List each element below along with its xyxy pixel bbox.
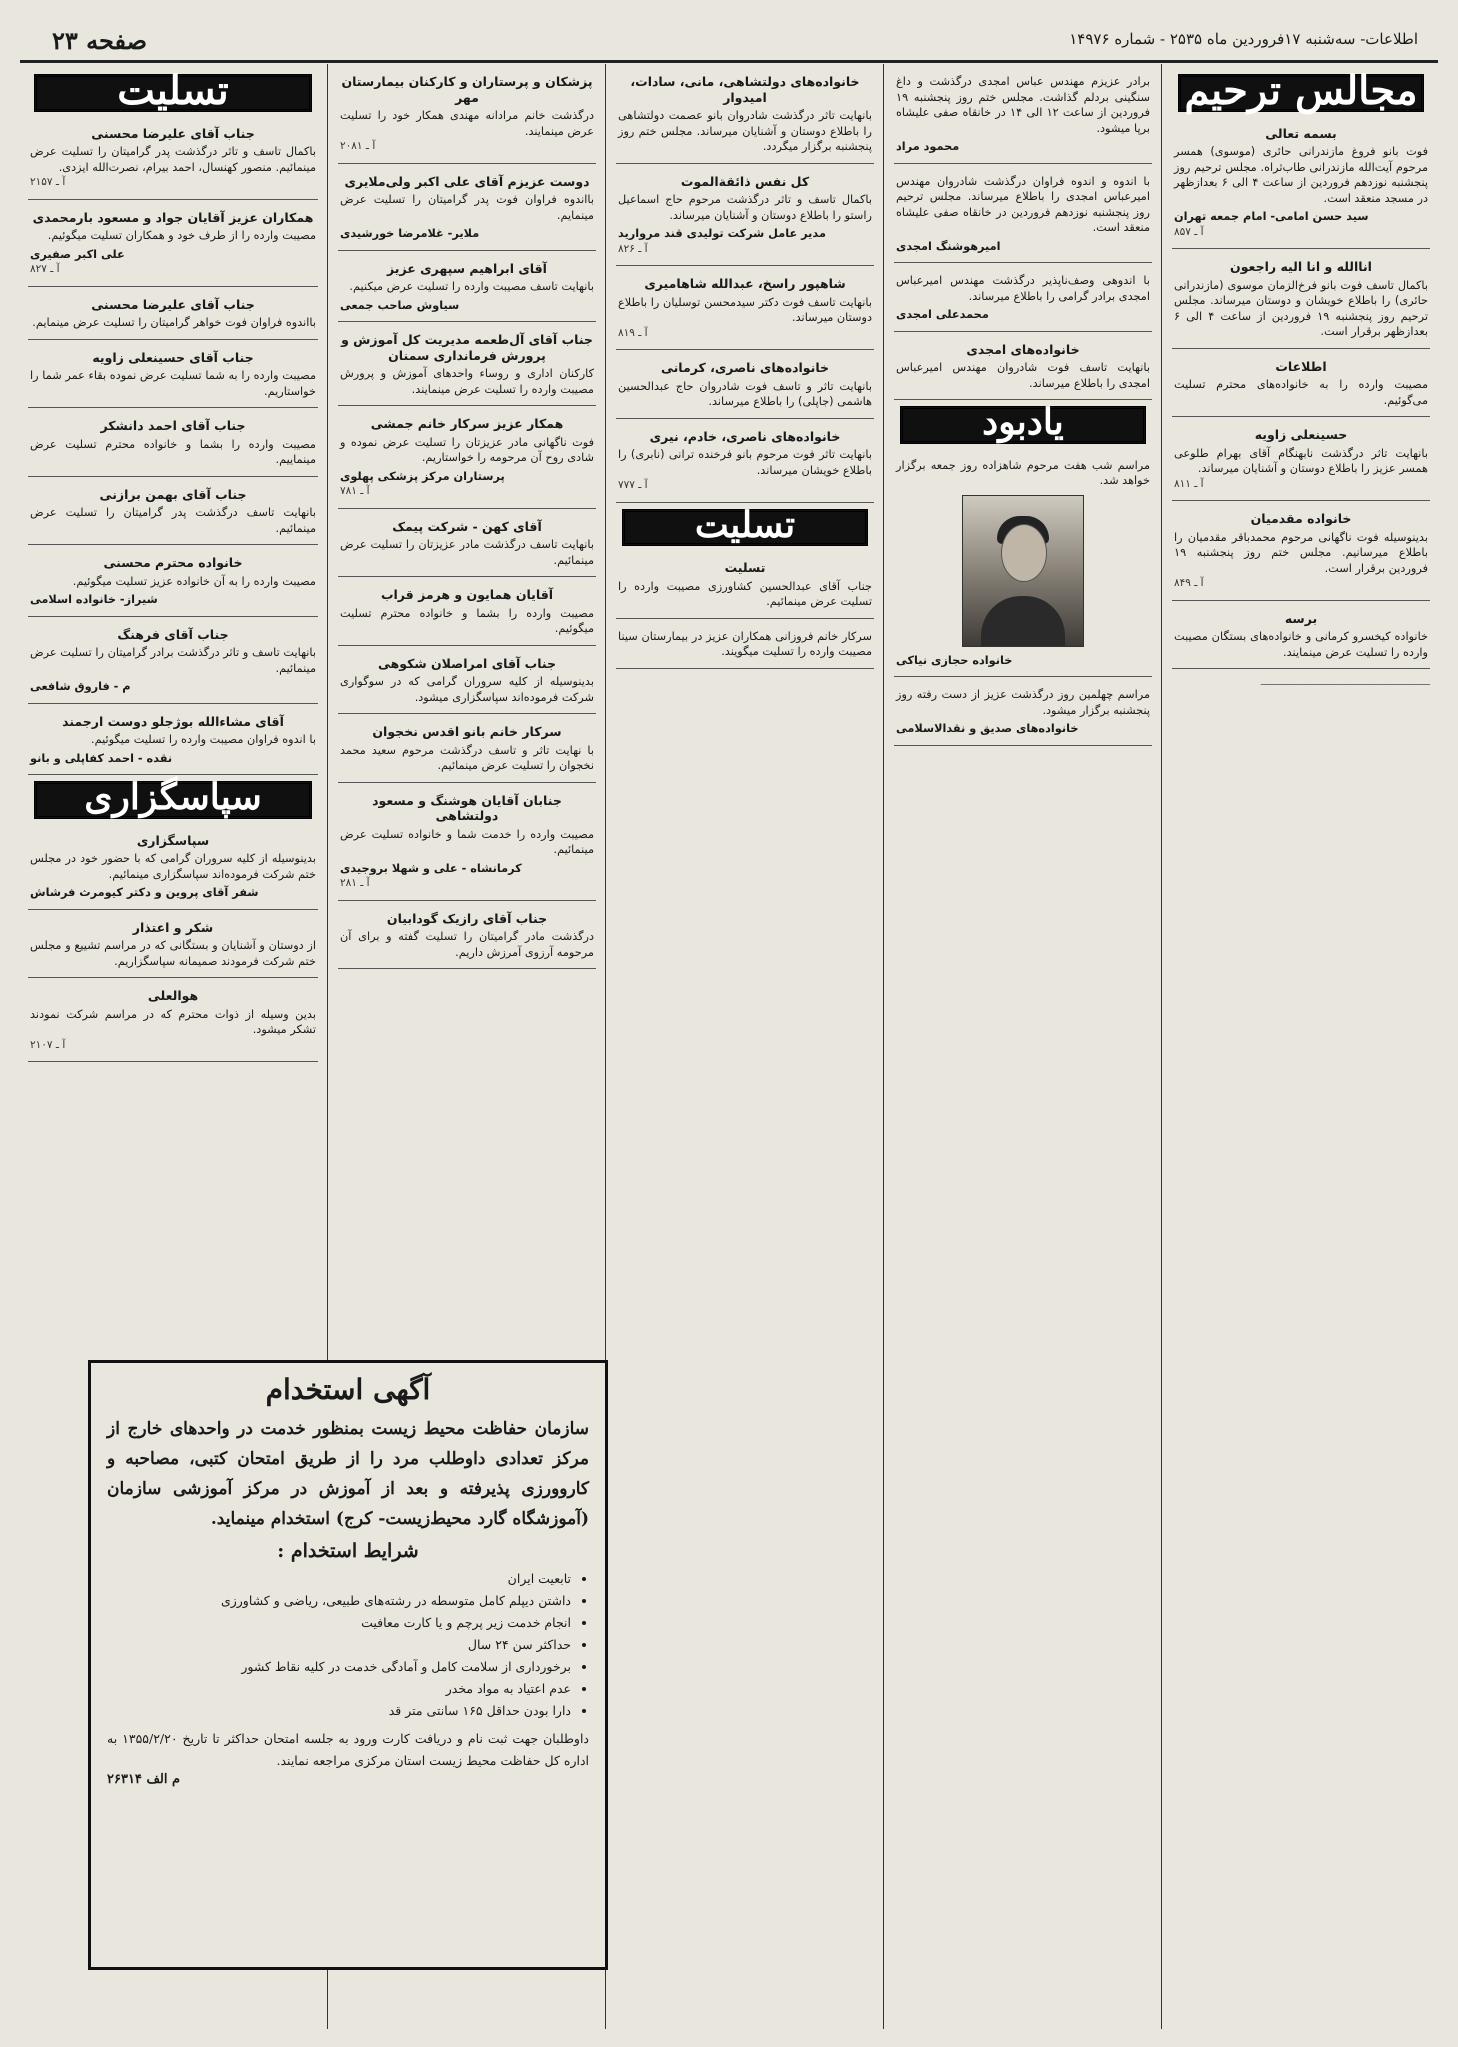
notice-body: بانهایت تاثر درگذشت نابهنگام آقای بهرام طلوعی همسر عزیز را باطلاع دوستان و آشنایان میرساند. [1174, 446, 1428, 475]
notice-signature: علی اکبر صفیری [30, 247, 125, 261]
notice-body: سرکار خانم فروزانی همکاران عزیز در بیمارستان سینا مصیبت وارده را تسلیت میگویند. [618, 629, 872, 658]
notice-title: آقای ابراهیم سپهری عزیز [387, 260, 547, 276]
notice [28, 829, 318, 910]
notice [28, 293, 318, 340]
notice-signature: کرمانشاه - علی و شهلا بروجیدی [340, 861, 522, 875]
header-rule [20, 60, 1438, 63]
notice-title: پزشکان و پرستاران و کارکنان بیمارستان مهر [341, 74, 593, 105]
notice-body: با نهایت تاثر و تاسف درگذشت مرحوم سعید محمد نخجوان را تسلیت عرض مینمائیم. [340, 743, 594, 772]
notice-body: مصیبت وارده را از طرف خود و همکاران تسلیت میگوئیم. [47, 229, 316, 242]
notice [1172, 607, 1430, 670]
notice-body: بانهایت تاسف و تاثر درگذشت برادر گرامیتان را تسلیت عرض مینمائیم. [30, 646, 316, 675]
notice-body: بانهایت تاسف مصیبت وارده را تسلیت عرض میکنیم. [349, 280, 594, 293]
notice [28, 916, 318, 979]
notice-title: جناب آقای فرهنگ [117, 626, 229, 642]
notice [338, 170, 596, 251]
notice-code: آ ـ ۷۷۷ [618, 479, 648, 491]
notice-body: مصیبت وارده را به شما تسلیت عرض نموده بقاء عمر شما را خواستاریم. [30, 369, 316, 398]
notice-title: خانواده محترم محسنی [103, 555, 243, 570]
ad-condition: • عدم اعتیاد به مواد مخدر [107, 1678, 571, 1700]
notice [338, 412, 596, 509]
ad-title: آگهی استخدام [265, 1373, 431, 1406]
notice [28, 346, 318, 409]
notice-title: شاهپور راسخ، عبدالله شاهامیری [644, 276, 846, 291]
filler-text: ـــــــــــــــــــــــــــــــــــــــــــــــــــــــ [1260, 676, 1430, 688]
notice-title: جناب آقای حسینعلی زاویه [92, 349, 254, 365]
notice-code: آ ـ ۲۰۸۱ [340, 140, 376, 152]
column-2 [886, 64, 1160, 2029]
notice-body: مصیبت وارده را بشما و خانواده محترم تسلیت میگوئیم. [340, 606, 594, 635]
notice [616, 170, 874, 267]
notice-body: مراسم چهلمین روز درگذشت عزیز از دست رفته روز پنجشنبه برگزار میشود. [896, 688, 1150, 717]
notice-title: سرکار خانم بانو اقدس نخجوان [372, 724, 562, 739]
ad-condition: • داشتن دیپلم کامل متوسطه در رشته‌های طبیعی، ریاضی و کشاورزی [107, 1590, 571, 1612]
notice-title: تسلیت [724, 560, 766, 575]
notice-title: حسینعلی زاویه [1254, 427, 1348, 442]
notice [1172, 255, 1430, 349]
notice-body: بااندوه فراوان فوت پدر گرامیتان را تسلیت عرض مینمایم. [340, 193, 594, 222]
notice-code: آ ـ ۸۱۱ [1174, 477, 1204, 490]
notice [28, 122, 318, 200]
notice-body: درگذشت مادر گرامیتان را تسلیت گفته و برای آن مرحومه آرزوی آمرزش داریم. [340, 930, 594, 959]
notice [338, 70, 596, 164]
notice [28, 623, 318, 704]
section-banner-sepasgozari: سپاسگزاری [34, 781, 312, 819]
notice-code: آ ـ ۲۱۰۷ [30, 1038, 66, 1051]
notice-code: آ ـ ۲۱۵۷ [30, 176, 66, 188]
notice-body: فوت ناگهانی مادر عزیزتان را تسلیت عرض نموده و شادی روح آن مرحومه را خواستاریم. [340, 435, 594, 464]
notice-body: برادر عزیزم مهندس عباس امجدی درگذشت و داغ سنگینی بردلم گذاشت. مجلس ختم روز پنجشنبه ۱۹ فروردین از ساعت ۱۲ الی ۱۴ در خانقاه صفی علیشاه برپا میشود. [896, 75, 1150, 135]
notice [338, 720, 596, 783]
notice [338, 328, 596, 406]
notice-title: خانواده‌های ناصری، خادم، نیری [649, 428, 841, 444]
notice [28, 483, 318, 546]
notice-code: آ ـ ۷۸۱ [340, 485, 370, 497]
notice-body: مراسم شب هفت مرحوم شاهزاده روز جمعه برگزار خواهد شد. [896, 458, 1150, 487]
notice-title: اطلاعات [1275, 358, 1327, 374]
notice [616, 425, 874, 503]
notice-body: بدین وسیله از ذوات محترم که در مراسم شرکت نمودند تشکر میشود. [30, 1007, 316, 1036]
column-divider [883, 64, 884, 2029]
notice-signature: مدیر عامل شرکت تولیدی قند مروارید [618, 227, 826, 240]
page-number: صفحه ۲۳ [52, 26, 148, 55]
photo-face [1001, 524, 1047, 582]
notice [1172, 507, 1430, 601]
notice-body: مصیبت وارده را بشما و خانواده محترم تسلیت عرض مینماییم. [30, 437, 316, 466]
section-banner-majales: مجالس ترحیم [1178, 74, 1424, 112]
notice-signature: ملایر- غلامرضا خورشیدی [340, 227, 480, 240]
section-banner-tasliat-2: تسلیت [622, 509, 868, 547]
notice-title: کل نفس ذائقةالموت [680, 173, 810, 189]
photo-caption: خانواده حجازی نیاکی [896, 653, 1013, 667]
notice-title: آقایان همایون و هرمز قراب [380, 587, 554, 602]
notice [338, 652, 596, 715]
notice-title: دوست عزیزم آقای علی اکبر ولی‌ملایری [344, 173, 590, 189]
notice-title: شکر و اعتذار [132, 919, 214, 935]
notice-title: جناب آقای امراصلان شکوهی [377, 655, 557, 671]
notice-code: آ ـ ۸۴۹ [1174, 577, 1204, 589]
notice-title: جناب آقای علیرضا محسنی [91, 296, 255, 312]
notice [338, 789, 596, 901]
notice-body: مصیبت وارده را به خانواده‌های محترم تسلیت می‌گوئیم. [1174, 378, 1428, 407]
notice-title: خانواده‌های دولتشاهی، مانی، سادات، امیدوار [630, 74, 860, 105]
notice-body: بانهایت تاسف درگذشت مادر عزیزتان را تسلیت عرض مینمائیم. [340, 538, 594, 567]
notice-signature: امیرهوشنگ امجدی [896, 239, 1001, 253]
notice-code: آ ـ ۲۸۱ [340, 877, 370, 889]
notice-body: درگذشت خانم مرادانه مهندی همکار خود را تسلیت عرض مینمایند. [340, 109, 594, 138]
notice-title: همکاران عزیز آقایان جواد و مسعود بارمحمدی [32, 209, 314, 225]
notice [616, 70, 874, 164]
notice-signature: محمدعلی امجدی [896, 308, 989, 321]
notice-body: جناب آقای عبدالحسین کشاورزی مصیبت وارده را تسلیت عرض مینمائیم. [618, 579, 872, 608]
notice [28, 984, 318, 1062]
notice [28, 414, 318, 477]
notice-title: برسه [1284, 610, 1318, 626]
ad-condition: • انجام خدمت زیر پرچم و یا کارت معافیت [107, 1612, 571, 1634]
notice-signature: شفر آقای پروین و دکتر کیومرث فرشاش [30, 886, 259, 899]
notice-title: جناب آقای بهمن برازنی [99, 486, 247, 502]
notice [894, 338, 1152, 401]
notice-signature: خانواده‌های صدیق و نقدالاسلامی [896, 722, 1079, 735]
portrait-photo [962, 495, 1084, 647]
notice [1172, 355, 1430, 418]
notice-signature: شیراز- خانواده اسلامی [30, 593, 158, 606]
notice-title: جناب آقای رازیک گودابیان [386, 910, 548, 926]
ad-condition: • دارا بودن حداقل ۱۶۵ سانتی متر قد [107, 1700, 571, 1722]
notice [28, 206, 318, 287]
notice-code: آ ـ ۸۲۶ [618, 242, 648, 255]
notice-body: از دوستان و آشنایان و بستگانی که در مراسم تشییع و مجلس ختم شرکت فرمودند صمیمانه سپاسگزاریم. [30, 939, 316, 968]
notice-body: فوت بانو فروغ مازندرانی حائری (موسوی) همسر مرحوم آیت‌الله مازندرانی طاب‌ثراه. مجلس ترحیم روز پنجشنبه نوزدهم فروردین از ساعت ۴ الی ۶ بعدازظهر در مسجد منعقد است. [1174, 145, 1428, 205]
photo-body [981, 596, 1065, 646]
notice-title: خانواده مقدمیان [1250, 511, 1352, 526]
notice [616, 625, 874, 669]
notice-title: آقای مشاءالله بوژجلو دوست ارجمند [62, 713, 284, 729]
ad-code: م الف ۲۶۳۱۴ [107, 1772, 181, 1787]
notice-body: مصیبت وارده را خدمت شما و خانواده تسلیت عرض مینمائیم. [340, 827, 594, 856]
notice-body: مصیبت وارده را به آن خانواده عزیز تسلیت میگوئیم. [72, 574, 316, 588]
ad-condition: • حداکثر سن ۲۴ سال [107, 1634, 571, 1656]
ad-conditions-list [107, 1568, 589, 1722]
notice [894, 70, 1152, 164]
notice-title: جناب آقای آل‌طعمه مدیریت کل آموزش و پرورش فرمانداری سمنان [341, 332, 593, 363]
notice-code: آ ـ ۸۵۷ [1174, 225, 1204, 238]
notice-code: آ ـ ۸۱۹ [618, 326, 648, 339]
notice-title: جنابان آقایان هوشنگ و مسعود دولتشاهی [372, 792, 562, 823]
notice-body: با اندوه و اندوه فراوان درگذشت شادروان مهندس امیرعباس امجدی را باطلاع میرساند. مجلس ترحیم روز پنجشنبه نوزدهم فروردین در خانقاه صفی علیشاه منعقد است. [896, 174, 1150, 234]
notice-body: بدینوسیله فوت ناگهانی مرحوم محمدباقر مقدمیان را باطلاع میرسانیم. مجلس ختم روز پنجشنبه ۱۹ فروردین برقرار است. [1174, 530, 1428, 575]
notice-signature: محمود مراد [896, 140, 960, 153]
column-3 [608, 64, 882, 2029]
column-1 [1164, 64, 1438, 2029]
ad-condition: • تابعیت ایران [107, 1568, 571, 1590]
ad-condition: • برخورداری از سلامت کامل و آمادگی خدمت در کلیه نقاط کشور [107, 1656, 571, 1678]
notice-title: خانواده‌های ناصری، کرمانی [660, 360, 830, 375]
notice-signature: نقده - احمد کفاپلی و بانو [30, 751, 173, 765]
ad-footer: داوطلبان جهت ثبت نام و دریافت کارت ورود به جلسه امتحان حداکثر تا تاریخ ۱۳۵۵/۲/۲۰ به اداره کل حفاظت محیط زیست استان مرکزی مراجعه نمایند. [107, 1731, 590, 1768]
ad-conditions-title: شرایط استخدام : [277, 1540, 419, 1562]
notice-body: باکمال تاسف و تاثر درگذشت پدر گرامیتان را تسلیت عرض مینمائیم. منصور کهنسال، احمد بیرام، نصرت‌الله ایزدی. [30, 145, 316, 174]
notice-body: باکمال تاسف فوت بانو فرخ‌الزمان موسوی (مازندرانی حائری) را باطلاع خویشان و دوستان میرساند. مجلس ترحیم روز پنجشنبه ۱۹ فروردین از ساعت ۴ الی ۶ بعدازظهر برقرار است. [1174, 278, 1428, 338]
notice-body: با اندوهی وصف‌ناپذیر درگذشت مهندس امیرعباس امجدی برادر گرامی را باطلاع میرساند. [896, 274, 1150, 303]
notice-body: بانهایت تاثر درگذشت شادروان بانو عصمت دولتشاهی را باطلاع دوستان و آشنایان میرساند. مجلس ختم روز پنجشنبه برگزار میگردد. [618, 109, 872, 153]
notice-signature: م - فاروق شافعی [30, 680, 131, 693]
page-header [0, 0, 1458, 58]
notice-code: آ ـ ۸۲۷ [30, 263, 60, 275]
notice-title: جناب آقای احمد دانشکر [100, 418, 246, 433]
notice-body: بدینوسیله از کلیه سروران گرامی که در سوگواری شرکت فرموده‌اند سپاسگزاری میشود. [340, 675, 594, 704]
notice-title: خانواده‌های امجدی [966, 341, 1080, 357]
notice-body: بانهایت تاسف درگذشت پدر گرامیتان را تسلیت عرض مینمائیم. [30, 506, 316, 535]
notice [1172, 423, 1430, 501]
notice [1172, 122, 1430, 250]
notice [338, 907, 596, 970]
notice [616, 356, 874, 419]
notice-signature: پرستاران مرکز پزشکی پهلوی [340, 469, 505, 483]
employment-ad [88, 1360, 608, 1970]
masthead-date: اطلاعات- سه‌شنبه ۱۷فروردین ماه ۲۵۳۵ - شماره ۱۴۹۷۶ [1069, 30, 1418, 48]
notice [338, 583, 596, 646]
notice [894, 454, 1152, 678]
notice-title: بسمه تعالی [1265, 125, 1337, 141]
ad-body: سازمان حفاظت محیط زیست بمنظور خدمت در واحدهای خارج از مرکز تعدادی داوطلب مرد را از طریق امتحان کتبی، مصاحبه و کاروورزی پذیرفته و بعد از آموزش در مرکز آموزشی سازمان (آموزشگاه گارد محیط‌زیست- کرج) استخدام مینماید. [107, 1419, 589, 1529]
notice-title: هوالعلی [147, 988, 199, 1003]
notice-body: بانهایت تاسف فوت دکتر سیدمحسن توسلیان را باطلاع دوستان میرساند. [618, 295, 872, 324]
section-banner-yadbood: یادبود [900, 406, 1146, 444]
section-banner-tasliat: تسلیت [34, 74, 312, 112]
notice-title: جناب آقای علیرضا محسنی [91, 125, 255, 141]
notice [894, 269, 1152, 332]
notice-signature: سید حسن امامی- امام جمعه تهران [1174, 210, 1369, 223]
notice [616, 556, 874, 619]
notice [28, 710, 318, 776]
column-divider [1161, 64, 1162, 2029]
notice [616, 272, 874, 350]
notice-body: کارکنان اداری و روساء واحدهای آموزش و پرورش مصیبت وارده را تسلیت عرض مینمایند. [340, 367, 594, 396]
notice-body: خانواده کیخسرو کرمانی و خانواده‌های بستگان مصیبت وارده را تسلیت عرض مینمایند. [1174, 630, 1428, 659]
notice-body: بانهایت تاثر و تاسف فوت شادروان حاج عبدالحسین هاشمی (جاپلی) را باطلاع میرساند. [618, 379, 872, 408]
notice-title: آقای کهن - شرکت پیمک [392, 518, 542, 534]
notice-title: اناالله و انا الیه راجعون [1230, 259, 1372, 274]
notice-title: سپاسگزاری [136, 832, 210, 848]
notice-body: باکمال تاسف و تاثر درگذشت مرحوم حاج اسماعیل راستو را باطلاع دوستان و آشنایان میرساند. [618, 193, 872, 222]
notice [894, 683, 1152, 746]
notice [338, 257, 596, 323]
notice-body: با اندوه فراوان مصیبت وارده را تسلیت میگوئیم. [91, 733, 316, 746]
notice-signature: سیاوش صاحب جمعی [340, 298, 460, 312]
notice [894, 170, 1152, 264]
notice [28, 551, 318, 617]
notice-title: همکار عزیز سرکار خانم جمشی [370, 416, 564, 431]
notice [338, 515, 596, 578]
notice-body: بدینوسیله از کلیه سروران گرامی که با حضور خود در مجلس ختم شرکت فرموده‌اند سپاسگزاری مینمائیم. [30, 852, 316, 881]
notice-body: بااندوه فراوان فوت خواهر گرامیتان را تسلیت عرض مینمایم. [32, 316, 316, 329]
notice-body: بانهایت تاثر فوت مرحوم بانو فرخنده ترانی (نابری) را باطلاع خویشان میرساند. [618, 448, 872, 477]
notice-body: بانهایت تاسف فوت شادروان مهندس امیرعباس امجدی را باطلاع میرساند. [896, 361, 1150, 390]
